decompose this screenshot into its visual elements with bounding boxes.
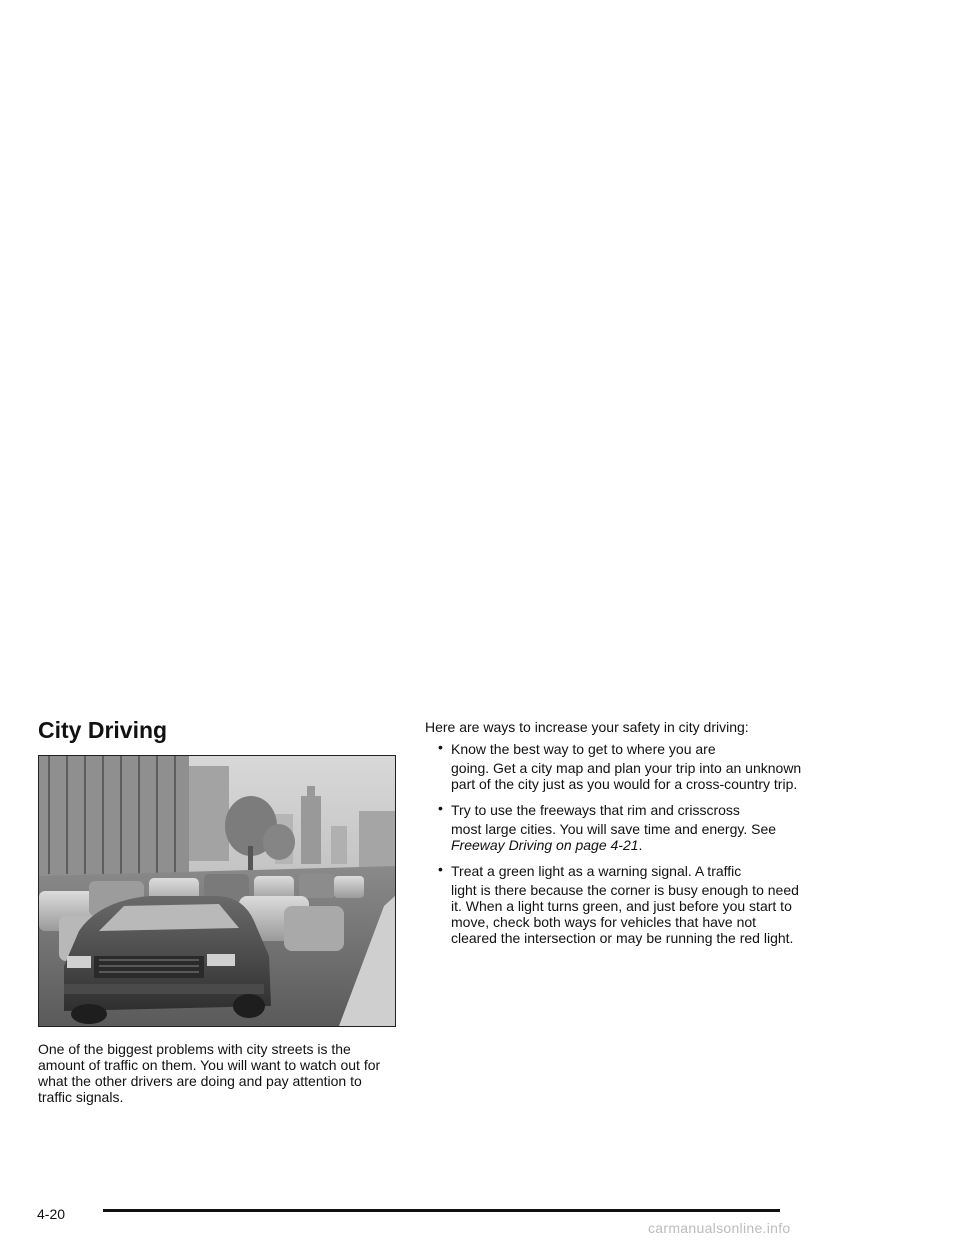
tip-first-line: Treat a green light as a warning signal. A traffic [451, 863, 742, 879]
bullet-icon: • [438, 800, 443, 816]
tips-intro: Here are ways to increase your safety in city driving: [425, 719, 749, 735]
section-title: City Driving [38, 717, 168, 743]
bullet-icon: • [438, 739, 443, 755]
traffic-scene-drawing [39, 756, 395, 1026]
tip-body: going. Get a city map and plan your trip into an unknown part of the city just as you would for a cross-country trip. [451, 760, 802, 792]
right-column [425, 719, 805, 956]
list-item [425, 863, 805, 946]
tips-list [425, 741, 805, 946]
bullet-icon: • [438, 861, 443, 877]
intro-paragraph: One of the biggest problems with city streets is the amount of traffic on them. You will want to watch out for what the other drivers are doing and pay attention to traffic signals. [38, 1041, 381, 1105]
tip-body: light is there because the corner is busy enough to need it. When a light turns green, and just before you start to move, check both ways for vehicles that have not cleared the intersection or may be running the red light. [451, 882, 799, 946]
watermark: carmanualsonline.info [648, 1220, 791, 1236]
city-traffic-illustration [38, 755, 396, 1027]
tip-body-end: . [638, 837, 643, 853]
page-number: 4-20 [37, 1206, 66, 1222]
footer-rule [103, 1209, 780, 1212]
list-item [425, 802, 805, 853]
list-item [425, 741, 805, 792]
tip-first-line: Know the best way to get to where you are [451, 741, 716, 757]
tip-body: most large cities. You will save time and energy. See [451, 821, 777, 837]
tip-first-line: Try to use the freeways that rim and crisscross [451, 802, 740, 818]
left-column [38, 716, 396, 744]
foreground-car [64, 896, 271, 1024]
cross-reference-link[interactable]: Freeway Driving on page 4-21 [451, 837, 639, 853]
